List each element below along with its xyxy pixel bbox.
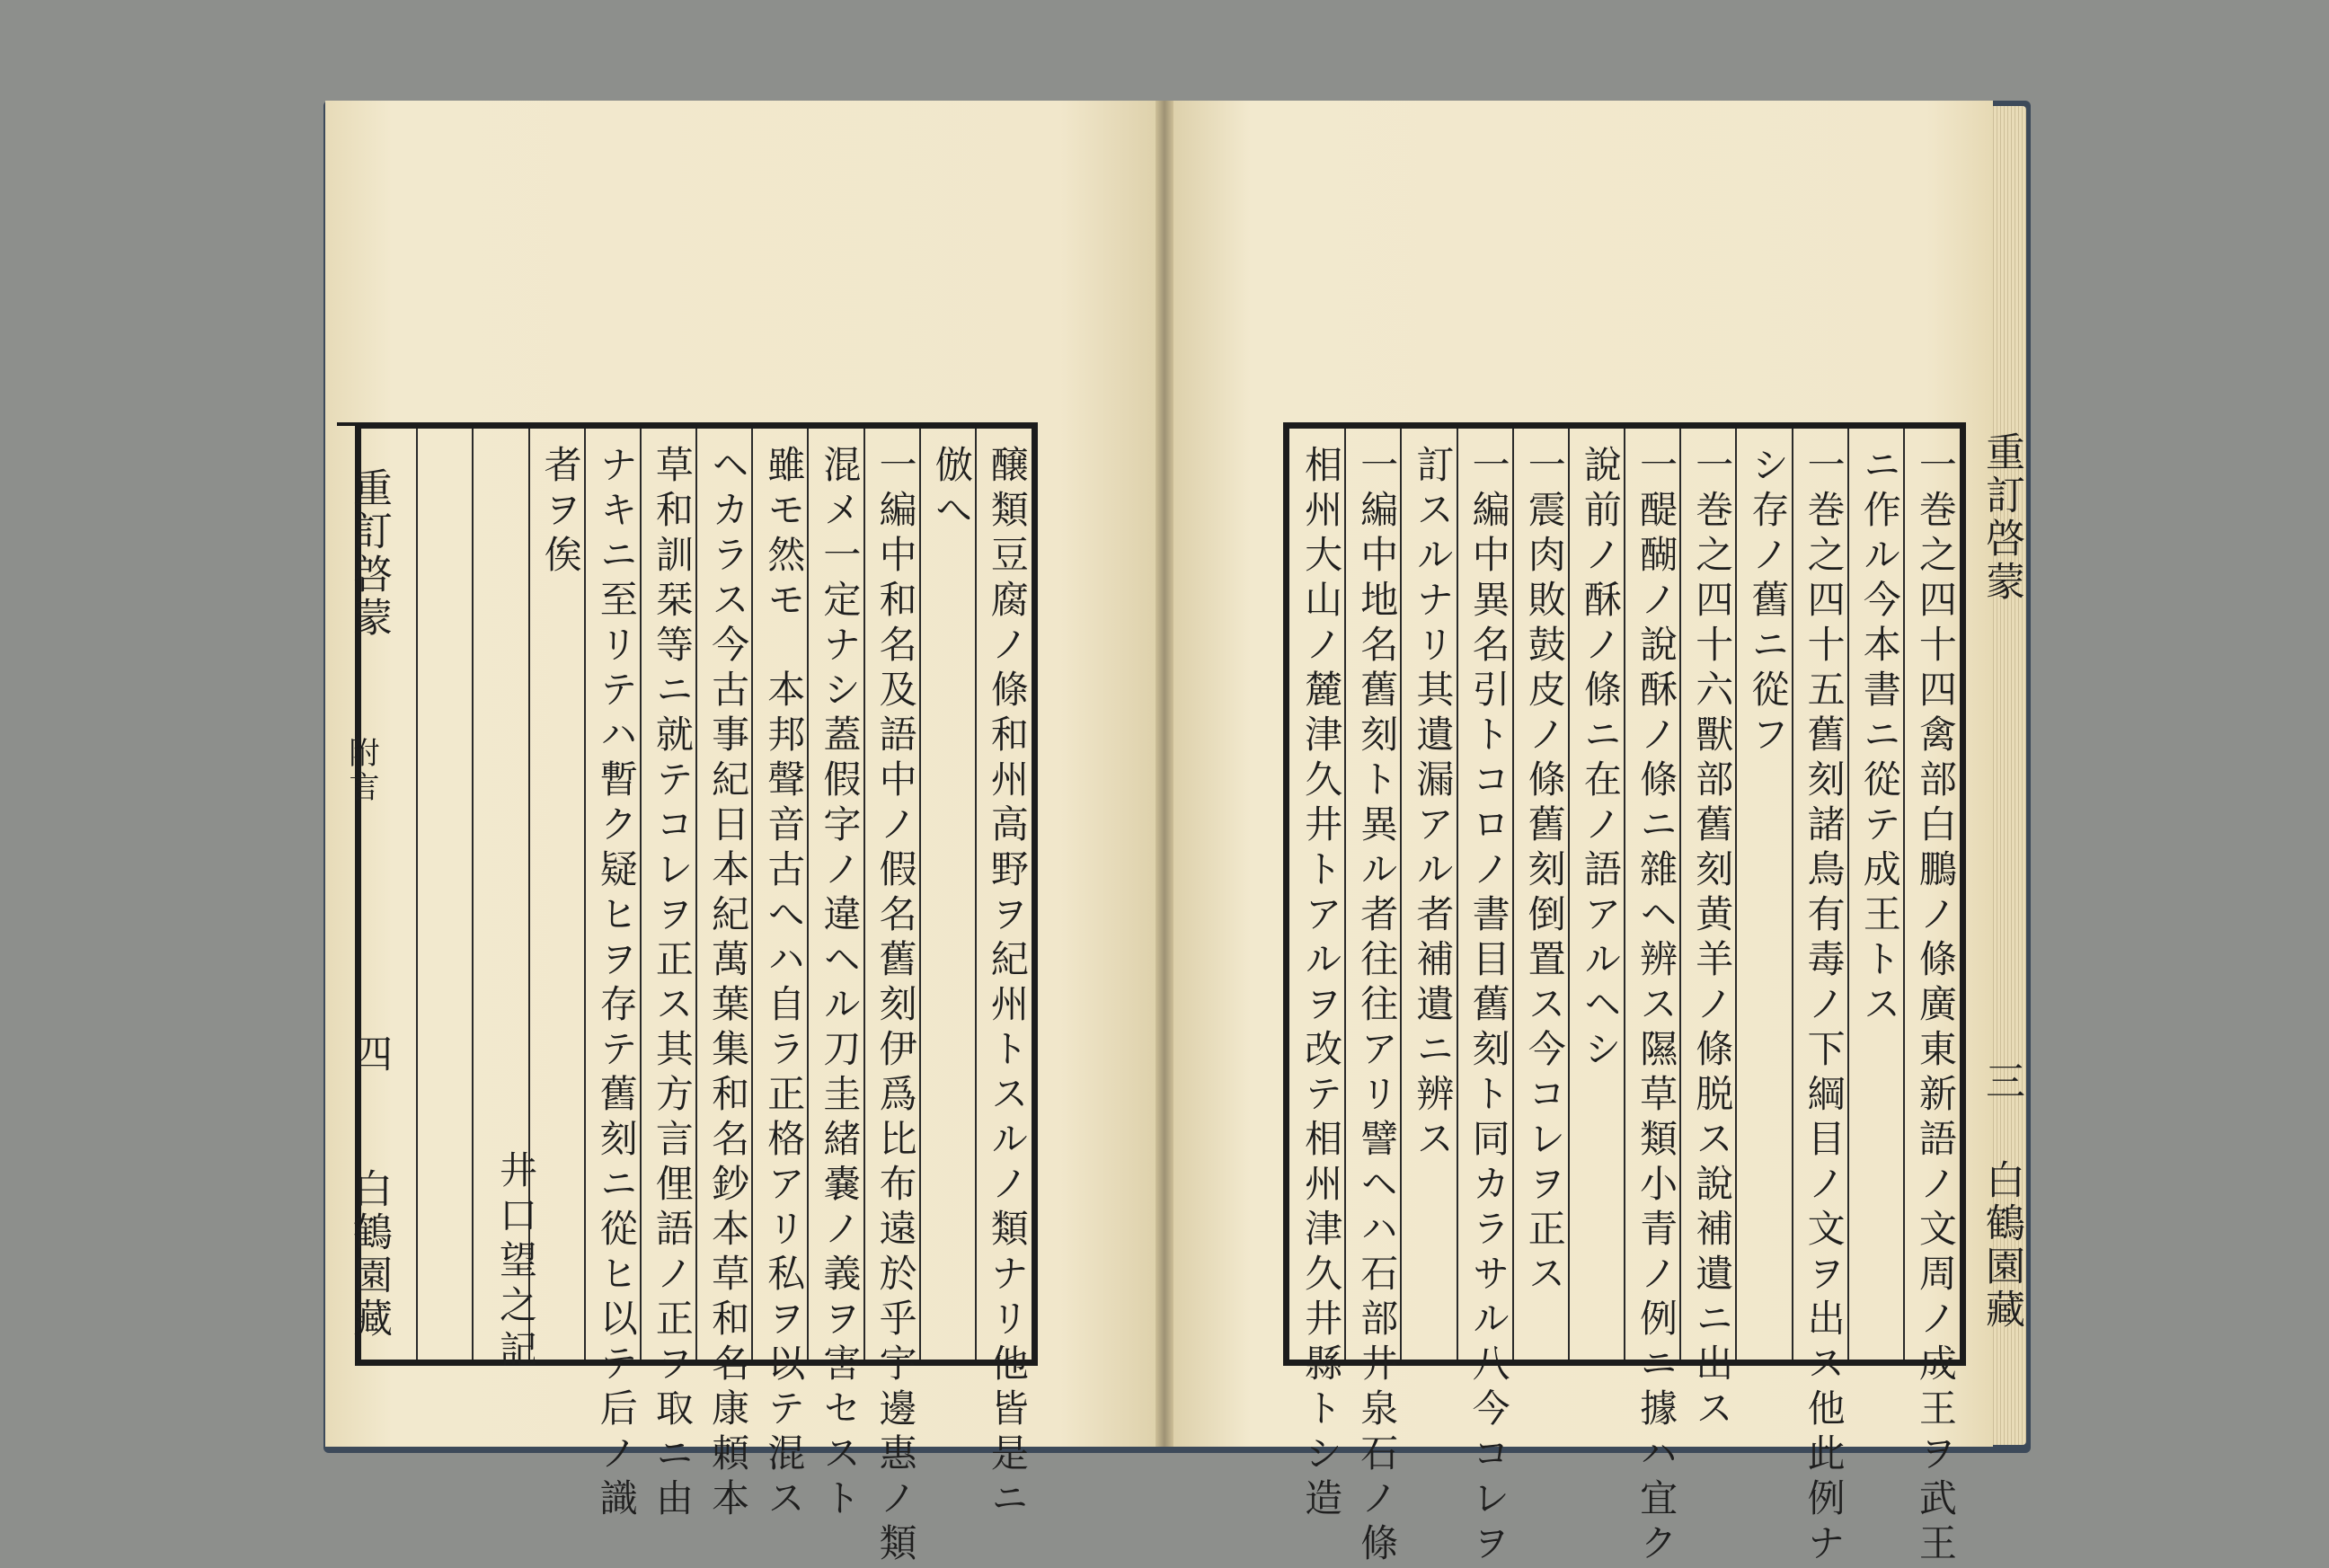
text-column: 一巻之四十五舊刻諸鳥有毒ノ下綱目ノ文ヲ出ス他此例ナ — [1802, 445, 1846, 1568]
right-margin-page-number: 三 — [1979, 1060, 2024, 1103]
text-column: 倣へ — [929, 445, 974, 535]
text-column: 草和訓栞等ニ就テコレヲ正ス其方言俚語ノ正ヲ取ニ由 — [650, 445, 695, 1523]
text-column: 一巻之四十四禽部白鵬ノ條廣東新語ノ文周ノ成王ヲ武王 — [1913, 445, 1958, 1568]
text-column: 一醍醐ノ說酥ノ條ニ雜ヘ辨ス隰草類小青ノ例ニ據ハ宜ク — [1634, 445, 1679, 1568]
right-text-frame — [1283, 422, 1966, 1568]
right-margin-title: 重訂啓蒙 — [1979, 431, 2024, 604]
left-text-frame — [355, 422, 1038, 1568]
text-column: 一震肉敗鼓皮ノ條舊刻倒置ス今コレヲ正ス — [1522, 445, 1567, 1298]
text-column: 相州大山ノ麓津久井トアルヲ改テ相州津久井縣トシ造 — [1299, 445, 1344, 1523]
column-rule — [472, 429, 474, 1360]
text-column: ニ作ル今本書ニ從テ成王トス — [1857, 445, 1902, 1029]
left-margin-publisher: 白鶴園藏 — [346, 1168, 392, 1341]
text-column: 雖モ然モ 本邦聲音古へハ自ラ正格アリ私ヲ以テ混ス — [762, 445, 807, 1523]
text-column: ナキニ至リテハ暫ク疑ヒヲ存テ舊刻ニ從ヒ以テ后ノ識 — [594, 445, 639, 1523]
text-column: 混メ一定ナシ蓋假字ノ違ヘル刀圭緒嚢ノ義ヲ害セスト — [818, 445, 863, 1523]
text-column: シ存ノ舊ニ從フ — [1746, 445, 1791, 759]
text-column: 說前ノ酥ノ條ニ在ノ語アルヘシ — [1578, 445, 1623, 1074]
text-column: 一編中和名及語中ノ假名舊刻伊爲比布遠於乎宇邊惠ノ類 — [873, 445, 918, 1568]
left-margin-title: 重訂啓蒙 — [346, 467, 392, 640]
text-column: 訂スルナリ其遺漏アル者補遺ニ辨ス — [1411, 445, 1456, 1164]
text-column: 醸類豆腐ノ條和州高野ヲ紀州トスルノ類ナリ他皆是ニ — [985, 445, 1030, 1523]
right-margin-publisher: 白鶴園藏 — [1979, 1159, 2024, 1332]
text-column: ヘカラス今古事紀日本紀萬葉集和名鈔本草和名康頼本 — [706, 445, 751, 1523]
column-rule — [975, 429, 977, 1360]
text-column: 一編中異名引トコロノ書目舊刻ト同カラサル八今コレヲ — [1466, 445, 1511, 1568]
left-margin-section: 附言 — [343, 737, 379, 805]
text-column: 一編中地名舊刻ト異ル者往往アリ譬ヘハ石部井泉石ノ條 — [1355, 445, 1400, 1568]
book-gutter — [1156, 101, 1173, 1447]
text-column: 一巻之四十六獸部舊刻黄羊ノ條脱ス說補遺ニ出ス — [1690, 445, 1735, 1433]
column-rule — [416, 429, 418, 1360]
text-column: 者ヲ俟 — [538, 445, 583, 580]
margin-rule — [337, 422, 357, 426]
left-margin-page-number: 四 — [346, 1033, 392, 1076]
signature: 井口望之記 — [494, 1150, 538, 1375]
